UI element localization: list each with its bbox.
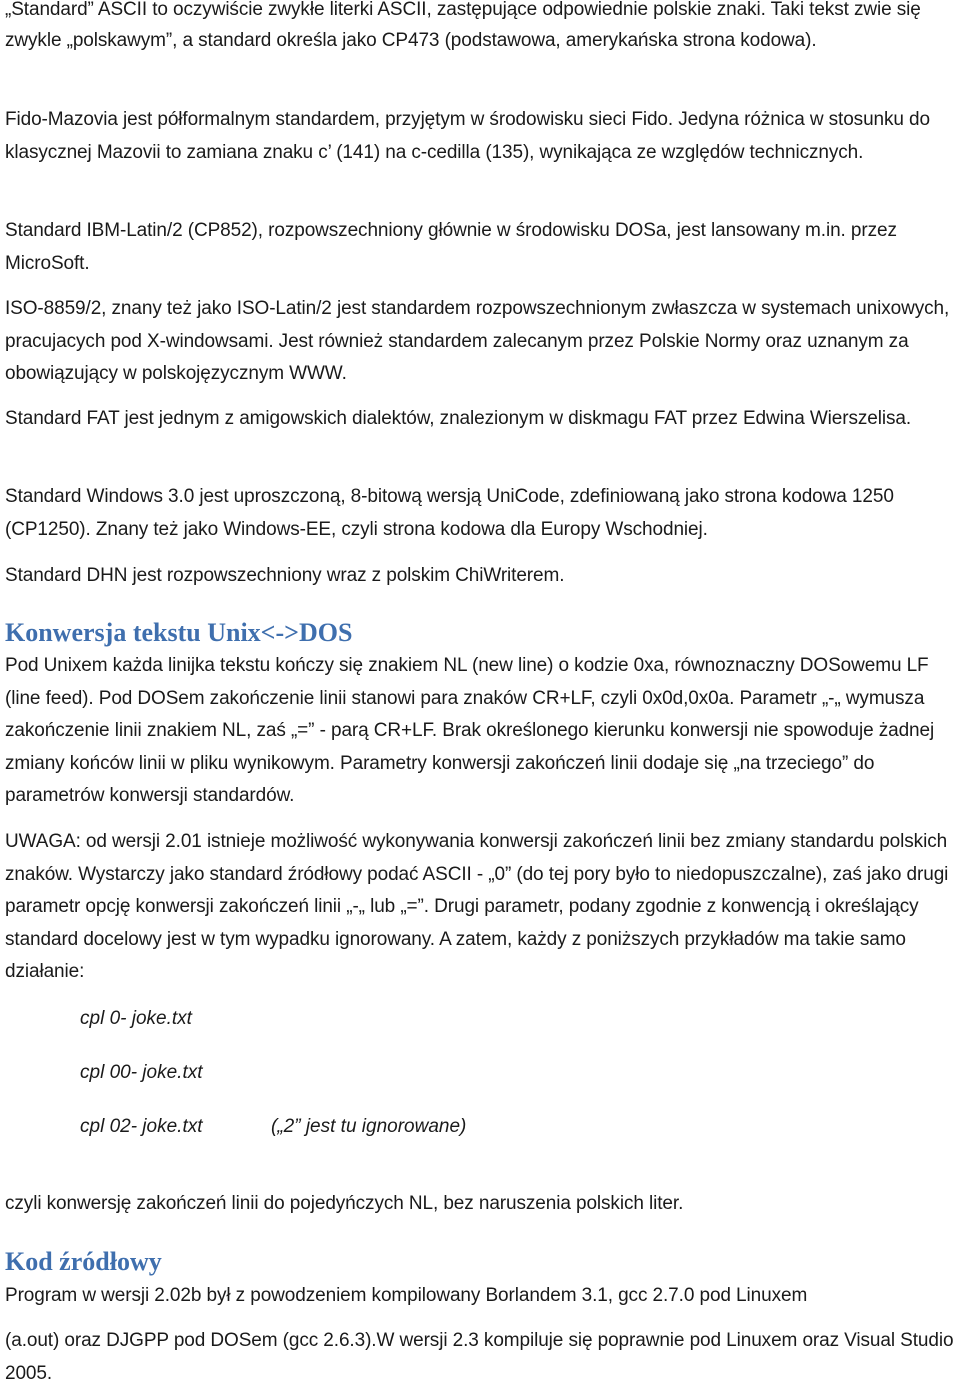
paragraph-ascii-standard: „Standard” ASCII to oczywiście zwykłe literki ASCII, zastępujące odpowiednie polskie znaki. Taki tekst zwie się zwykle „polskawym”, a standard określa jako CP473 (podstawowa, amerykańska strona kodowa). xyxy=(5,0,921,51)
paragraph-compiles-on: (a.out) oraz DJGPP pod DOSem (gcc 2.6.3).W wersji 2.3 kompiluje się poprawnie pod Linuxem oraz Visual Studio 2005. xyxy=(5,1330,954,1384)
example-command: cpl 0- joke.txt xyxy=(80,1008,192,1029)
paragraph-windows-standard: Standard Windows 3.0 jest uproszczoną, 8-bitową wersją UniCode, zdefiniowaną jako strona kodowa 1250 (CP1250). Znany też jako Windows-EE, czyli strona kodowa dla Europy Wschodniej. xyxy=(5,486,894,540)
paragraph-ibm-latin2: Standard IBM-Latin/2 (CP852), rozpowszechniony głównie w środowisku DOSa, jest lansowany m.in. przez MicroSoft. xyxy=(5,220,897,274)
example-note: („2” jest tu ignorowane) xyxy=(271,1116,467,1137)
example-command: cpl 00- joke.txt xyxy=(80,1062,203,1083)
section-heading-source-code: Kod źródłowy xyxy=(5,1247,162,1276)
paragraph-dhn-standard: Standard DHN jest rozpowszechniony wraz z polskim ChiWriterem. xyxy=(5,565,565,586)
paragraph-line-endings: Pod Unixem każda linijka tekstu kończy się znakiem NL (new line) o kodzie 0xa, równoznaczny DOSowemu LF (line feed). Pod DOSem zakończenie linii stanowi para znaków CR+LF, czyli 0x0d,0x0a. Parametr „-„ wymusza zakończenie linii znakiem NL, zaś „=” - parą CR+LF. Brak określonego kierunku konwersji nie spowoduje żadnej zmiany końców linii w pliku wynikowym. Parametry konwersji zakończeń linii dodaje się „na trzeciego” do parametrów konwersji standardów. xyxy=(5,655,935,806)
paragraph-fat-standard: Standard FAT jest jednym z amigowskich dialektów, znalezionym w diskmagu FAT przez Edwina Wierszelisa. xyxy=(5,408,912,429)
paragraph-compiled-with: Program w wersji 2.02b był z powodzeniem kompilowany Borlandem 3.1, gcc 2.7.0 pod Linuxem xyxy=(5,1285,808,1306)
paragraph-conversion-summary: czyli konwersję zakończeń linii do pojedyńczych NL, bez naruszenia polskich liter. xyxy=(5,1193,684,1214)
example-command: cpl 02- joke.txt xyxy=(80,1116,203,1137)
paragraph-warning: UWAGA: od wersji 2.01 istnieje możliwość wykonywania konwersji zakończeń linii bez zmiany standardu polskich znaków. Wystarczy jako standard źródłowy podać ASCII - „0” (do tej pory było to niedopuszczalne), zaś jako drugi parametr opcję konwersji zakończeń linii „-„ lub „=”. Drugi parametr, podany zgodnie z konwencją i określający standard docelowy jest w tym wypadku ignorowany. A zatem, każdy z poniższych przykładów ma takie samo działanie: xyxy=(5,831,949,982)
paragraph-fido-mazovia: Fido-Mazovia jest półformalnym standardem, przyjętym w środowisku sieci Fido. Jedyna różnica w stosunku do klasycznej Mazovii to zamiana znaku c’ (141) na c-cedilla (135), wynikająca ze względów technicznych. xyxy=(5,109,930,163)
section-heading-unix-dos: Konwersja tekstu Unix<->DOS xyxy=(5,618,353,647)
paragraph-iso-8859-2: ISO-8859/2, znany też jako ISO-Latin/2 jest standardem rozpowszechnionym zwłaszcza w systemach unixowych, pracujacych pod X-windowsami. Jest również standardem zalecanym przez Polskie Normy oraz uznanym za obowiązujący w polskojęzycznym WWW. xyxy=(5,298,950,384)
